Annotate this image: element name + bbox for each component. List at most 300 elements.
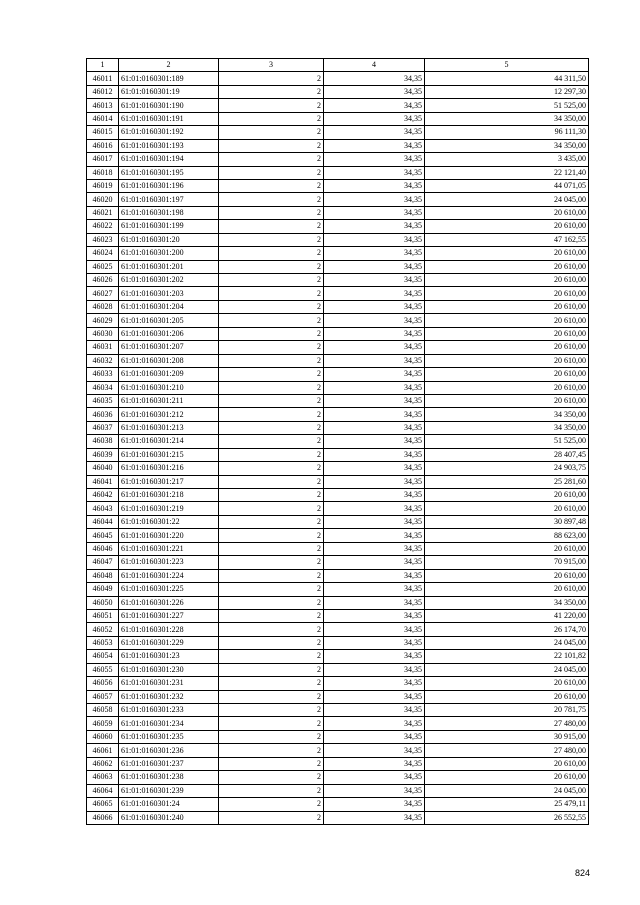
table-cell-col-2: 61:01:0160301:231	[119, 677, 219, 690]
table-cell-col-2: 61:01:0160301:204	[119, 300, 219, 313]
table-cell-col-5: 47 162,55	[425, 233, 589, 246]
table-cell-col-1: 46030	[87, 327, 119, 340]
table-cell-col-1: 46052	[87, 623, 119, 636]
table-cell-col-5: 20 610,00	[425, 341, 589, 354]
table-row	[87, 408, 589, 421]
table-cell-col-3: 2	[219, 542, 324, 555]
table-cell-col-2: 61:01:0160301:229	[119, 636, 219, 649]
table-cell-col-2: 61:01:0160301:193	[119, 139, 219, 152]
table-cell-col-3: 2	[219, 448, 324, 461]
table-cell-col-4: 34,35	[324, 99, 425, 112]
table-cell-col-5: 20 610,00	[425, 287, 589, 300]
table-cell-col-1: 46060	[87, 730, 119, 743]
table-cell-col-3: 2	[219, 489, 324, 502]
table-cell-col-5: 20 610,00	[425, 381, 589, 394]
table-cell-col-3: 2	[219, 341, 324, 354]
table-cell-col-1: 46031	[87, 341, 119, 354]
table-cell-col-5: 20 610,00	[425, 354, 589, 367]
table-cell-col-3: 2	[219, 166, 324, 179]
table-row	[87, 636, 589, 649]
table-cell-col-4: 34,35	[324, 381, 425, 394]
column-header-5: 5	[425, 59, 589, 72]
table-row	[87, 381, 589, 394]
table-cell-col-1: 46029	[87, 314, 119, 327]
table-cell-col-5: 20 610,00	[425, 368, 589, 381]
table-row	[87, 448, 589, 461]
table-cell-col-1: 46026	[87, 274, 119, 287]
table-cell-col-3: 2	[219, 287, 324, 300]
header-row	[87, 59, 589, 72]
table-cell-col-2: 61:01:0160301:227	[119, 609, 219, 622]
table-cell-col-3: 2	[219, 421, 324, 434]
table-cell-col-4: 34,35	[324, 327, 425, 340]
table-cell-col-3: 2	[219, 663, 324, 676]
table-cell-col-2: 61:01:0160301:209	[119, 368, 219, 381]
table-cell-col-5: 25 479,11	[425, 798, 589, 811]
table-row	[87, 529, 589, 542]
table-cell-col-3: 2	[219, 126, 324, 139]
table-row	[87, 247, 589, 260]
table-cell-col-2: 61:01:0160301:196	[119, 179, 219, 192]
table-row	[87, 341, 589, 354]
table-cell-col-1: 46014	[87, 112, 119, 125]
table-cell-col-5: 24 045,00	[425, 193, 589, 206]
table-row	[87, 596, 589, 609]
table-cell-col-1: 46011	[87, 72, 119, 85]
table-cell-col-2: 61:01:0160301:210	[119, 381, 219, 394]
table-cell-col-1: 46047	[87, 556, 119, 569]
table-cell-col-2: 61:01:0160301:239	[119, 784, 219, 797]
table-cell-col-5: 20 610,00	[425, 206, 589, 219]
table-cell-col-4: 34,35	[324, 757, 425, 770]
table-row	[87, 623, 589, 636]
table-cell-col-1: 46017	[87, 153, 119, 166]
table-cell-col-4: 34,35	[324, 717, 425, 730]
table-row	[87, 771, 589, 784]
table-cell-col-1: 46032	[87, 354, 119, 367]
table-row	[87, 260, 589, 273]
table-cell-col-5: 20 610,00	[425, 314, 589, 327]
table-cell-col-5: 20 610,00	[425, 489, 589, 502]
table-row	[87, 354, 589, 367]
table-cell-col-2: 61:01:0160301:212	[119, 408, 219, 421]
table-cell-col-4: 34,35	[324, 502, 425, 515]
table-cell-col-3: 2	[219, 609, 324, 622]
table-cell-col-1: 46054	[87, 650, 119, 663]
table-cell-col-3: 2	[219, 354, 324, 367]
table-cell-col-1: 46012	[87, 85, 119, 98]
table-row	[87, 757, 589, 770]
table-cell-col-2: 61:01:0160301:236	[119, 744, 219, 757]
table-cell-col-3: 2	[219, 394, 324, 407]
table-row	[87, 233, 589, 246]
table-cell-col-2: 61:01:0160301:224	[119, 569, 219, 582]
table-cell-col-5: 20 610,00	[425, 220, 589, 233]
table-cell-col-5: 27 480,00	[425, 744, 589, 757]
table-cell-col-3: 2	[219, 811, 324, 824]
table-cell-col-4: 34,35	[324, 314, 425, 327]
table-cell-col-1: 46024	[87, 247, 119, 260]
table-cell-col-4: 34,35	[324, 247, 425, 260]
table-cell-col-2: 61:01:0160301:24	[119, 798, 219, 811]
table-cell-col-4: 34,35	[324, 798, 425, 811]
table-cell-col-1: 46051	[87, 609, 119, 622]
table-cell-col-5: 20 610,00	[425, 502, 589, 515]
table-cell-col-5: 30 915,00	[425, 730, 589, 743]
table-cell-col-4: 34,35	[324, 421, 425, 434]
table-cell-col-4: 34,35	[324, 448, 425, 461]
table-cell-col-2: 61:01:0160301:232	[119, 690, 219, 703]
table-cell-col-2: 61:01:0160301:216	[119, 462, 219, 475]
table-cell-col-2: 61:01:0160301:219	[119, 502, 219, 515]
table-cell-col-5: 20 610,00	[425, 757, 589, 770]
table-cell-col-5: 20 610,00	[425, 771, 589, 784]
table-cell-col-5: 34 350,00	[425, 596, 589, 609]
table-cell-col-3: 2	[219, 368, 324, 381]
table-cell-col-4: 34,35	[324, 744, 425, 757]
table-cell-col-1: 46064	[87, 784, 119, 797]
table-cell-col-4: 34,35	[324, 408, 425, 421]
column-header-2: 2	[119, 59, 219, 72]
table-cell-col-3: 2	[219, 233, 324, 246]
table-cell-col-4: 34,35	[324, 515, 425, 528]
table-cell-col-5: 22 121,40	[425, 166, 589, 179]
table-cell-col-1: 46063	[87, 771, 119, 784]
table-cell-col-4: 34,35	[324, 609, 425, 622]
table-cell-col-4: 34,35	[324, 260, 425, 273]
table-cell-col-3: 2	[219, 274, 324, 287]
table-cell-col-5: 28 407,45	[425, 448, 589, 461]
table-cell-col-1: 46037	[87, 421, 119, 434]
table-cell-col-3: 2	[219, 529, 324, 542]
table-cell-col-5: 25 281,60	[425, 475, 589, 488]
table-row	[87, 287, 589, 300]
table-cell-col-2: 61:01:0160301:205	[119, 314, 219, 327]
table-cell-col-5: 24 045,00	[425, 636, 589, 649]
table-row	[87, 72, 589, 85]
table-cell-col-2: 61:01:0160301:213	[119, 421, 219, 434]
table-cell-col-5: 20 610,00	[425, 327, 589, 340]
table-row	[87, 193, 589, 206]
table-cell-col-2: 61:01:0160301:226	[119, 596, 219, 609]
table-row	[87, 300, 589, 313]
table-cell-col-4: 34,35	[324, 542, 425, 555]
table-cell-col-4: 34,35	[324, 274, 425, 287]
table-cell-col-2: 61:01:0160301:203	[119, 287, 219, 300]
table-cell-col-1: 46048	[87, 569, 119, 582]
table-cell-col-2: 61:01:0160301:214	[119, 435, 219, 448]
table-cell-col-1: 46058	[87, 704, 119, 717]
table-cell-col-1: 46039	[87, 448, 119, 461]
table-cell-col-3: 2	[219, 623, 324, 636]
table-cell-col-4: 34,35	[324, 368, 425, 381]
table-row	[87, 153, 589, 166]
table-cell-col-2: 61:01:0160301:208	[119, 354, 219, 367]
table-cell-col-2: 61:01:0160301:225	[119, 583, 219, 596]
table-cell-col-2: 61:01:0160301:234	[119, 717, 219, 730]
table-row	[87, 85, 589, 98]
table-cell-col-4: 34,35	[324, 394, 425, 407]
column-header-3: 3	[219, 59, 324, 72]
table-cell-col-2: 61:01:0160301:215	[119, 448, 219, 461]
registry-table	[86, 58, 589, 825]
table-row	[87, 475, 589, 488]
table-row	[87, 166, 589, 179]
table-cell-col-4: 34,35	[324, 153, 425, 166]
table-cell-col-4: 34,35	[324, 556, 425, 569]
table-cell-col-5: 22 101,82	[425, 650, 589, 663]
table-cell-col-3: 2	[219, 193, 324, 206]
table-row	[87, 421, 589, 434]
table-cell-col-1: 46027	[87, 287, 119, 300]
table-cell-col-2: 61:01:0160301:206	[119, 327, 219, 340]
table-cell-col-3: 2	[219, 300, 324, 313]
table-cell-col-4: 34,35	[324, 435, 425, 448]
table-cell-col-3: 2	[219, 462, 324, 475]
table-row	[87, 650, 589, 663]
table-cell-col-2: 61:01:0160301:218	[119, 489, 219, 502]
table-cell-col-1: 46035	[87, 394, 119, 407]
table-cell-col-5: 20 610,00	[425, 274, 589, 287]
table-cell-col-2: 61:01:0160301:223	[119, 556, 219, 569]
table-cell-col-2: 61:01:0160301:192	[119, 126, 219, 139]
table-cell-col-4: 34,35	[324, 663, 425, 676]
table-cell-col-3: 2	[219, 260, 324, 273]
table-cell-col-4: 34,35	[324, 193, 425, 206]
table-cell-col-4: 34,35	[324, 139, 425, 152]
table-cell-col-5: 51 525,00	[425, 99, 589, 112]
table-cell-col-4: 34,35	[324, 636, 425, 649]
table-cell-col-1: 46042	[87, 489, 119, 502]
table-cell-col-1: 46013	[87, 99, 119, 112]
table-cell-col-3: 2	[219, 206, 324, 219]
table-cell-col-3: 2	[219, 583, 324, 596]
table-cell-col-2: 61:01:0160301:237	[119, 757, 219, 770]
table-cell-col-1: 46033	[87, 368, 119, 381]
table-cell-col-2: 61:01:0160301:199	[119, 220, 219, 233]
table-cell-col-5: 34 350,00	[425, 139, 589, 152]
table-cell-col-4: 34,35	[324, 811, 425, 824]
table-cell-col-1: 46066	[87, 811, 119, 824]
table-row	[87, 542, 589, 555]
table-cell-col-3: 2	[219, 784, 324, 797]
table-cell-col-2: 61:01:0160301:22	[119, 515, 219, 528]
table-cell-col-4: 34,35	[324, 341, 425, 354]
table-cell-col-2: 61:01:0160301:189	[119, 72, 219, 85]
table-row	[87, 798, 589, 811]
table-cell-col-1: 46065	[87, 798, 119, 811]
table-cell-col-3: 2	[219, 515, 324, 528]
table-cell-col-3: 2	[219, 569, 324, 582]
table-cell-col-2: 61:01:0160301:200	[119, 247, 219, 260]
table-cell-col-4: 34,35	[324, 569, 425, 582]
table-cell-col-4: 34,35	[324, 206, 425, 219]
table-cell-col-1: 46040	[87, 462, 119, 475]
table-row	[87, 435, 589, 448]
table-cell-col-3: 2	[219, 650, 324, 663]
table-cell-col-3: 2	[219, 677, 324, 690]
table-row	[87, 515, 589, 528]
table-cell-col-3: 2	[219, 717, 324, 730]
table-cell-col-5: 20 610,00	[425, 394, 589, 407]
table-cell-col-4: 34,35	[324, 730, 425, 743]
table-cell-col-5: 24 903,75	[425, 462, 589, 475]
table-cell-col-5: 3 435,00	[425, 153, 589, 166]
table-row	[87, 677, 589, 690]
table-cell-col-2: 61:01:0160301:240	[119, 811, 219, 824]
table-cell-col-1: 46016	[87, 139, 119, 152]
table-cell-col-4: 34,35	[324, 784, 425, 797]
table-cell-col-5: 44 311,50	[425, 72, 589, 85]
table-cell-col-5: 20 610,00	[425, 300, 589, 313]
table-cell-col-5: 70 915,00	[425, 556, 589, 569]
table-cell-col-1: 46057	[87, 690, 119, 703]
table-cell-col-1: 46015	[87, 126, 119, 139]
table-cell-col-1: 46041	[87, 475, 119, 488]
table-cell-col-5: 26 174,70	[425, 623, 589, 636]
table-row	[87, 609, 589, 622]
table-cell-col-4: 34,35	[324, 233, 425, 246]
table-cell-col-2: 61:01:0160301:217	[119, 475, 219, 488]
table-cell-col-3: 2	[219, 744, 324, 757]
table-cell-col-3: 2	[219, 502, 324, 515]
table-cell-col-4: 34,35	[324, 287, 425, 300]
table-cell-col-4: 34,35	[324, 354, 425, 367]
table-cell-col-3: 2	[219, 247, 324, 260]
table-cell-col-5: 20 610,00	[425, 677, 589, 690]
table-cell-col-4: 34,35	[324, 72, 425, 85]
table-cell-col-1: 46036	[87, 408, 119, 421]
table-cell-col-2: 61:01:0160301:19	[119, 85, 219, 98]
table-row	[87, 717, 589, 730]
table-cell-col-4: 34,35	[324, 623, 425, 636]
table-cell-col-5: 20 610,00	[425, 247, 589, 260]
table-cell-col-3: 2	[219, 556, 324, 569]
table-row	[87, 556, 589, 569]
table-cell-col-3: 2	[219, 327, 324, 340]
table-row	[87, 730, 589, 743]
table-cell-col-2: 61:01:0160301:202	[119, 274, 219, 287]
table-cell-col-1: 46025	[87, 260, 119, 273]
table-cell-col-5: 34 350,00	[425, 421, 589, 434]
table-cell-col-5: 41 220,00	[425, 609, 589, 622]
table-cell-col-1: 46044	[87, 515, 119, 528]
table-cell-col-1: 46053	[87, 636, 119, 649]
table-cell-col-3: 2	[219, 314, 324, 327]
table-row	[87, 126, 589, 139]
table-cell-col-2: 61:01:0160301:194	[119, 153, 219, 166]
table-cell-col-1: 46062	[87, 757, 119, 770]
table-cell-col-3: 2	[219, 690, 324, 703]
table-cell-col-2: 61:01:0160301:201	[119, 260, 219, 273]
table-cell-col-5: 20 781,75	[425, 704, 589, 717]
table-row	[87, 274, 589, 287]
table-cell-col-2: 61:01:0160301:190	[119, 99, 219, 112]
table-cell-col-5: 34 350,00	[425, 112, 589, 125]
table-row	[87, 704, 589, 717]
table-row	[87, 179, 589, 192]
table-cell-col-5: 96 111,30	[425, 126, 589, 139]
table-cell-col-1: 46023	[87, 233, 119, 246]
table-row	[87, 139, 589, 152]
table-cell-col-1: 46061	[87, 744, 119, 757]
table-cell-col-1: 46045	[87, 529, 119, 542]
table-cell-col-2: 61:01:0160301:191	[119, 112, 219, 125]
table-cell-col-5: 26 552,55	[425, 811, 589, 824]
table-row	[87, 502, 589, 515]
table-cell-col-5: 20 610,00	[425, 569, 589, 582]
table-cell-col-4: 34,35	[324, 126, 425, 139]
table-row	[87, 314, 589, 327]
table-cell-col-3: 2	[219, 757, 324, 770]
table-cell-col-5: 30 897,48	[425, 515, 589, 528]
table-body	[87, 72, 589, 825]
table-cell-col-2: 61:01:0160301:198	[119, 206, 219, 219]
table-cell-col-2: 61:01:0160301:211	[119, 394, 219, 407]
table-cell-col-1: 46046	[87, 542, 119, 555]
table-cell-col-3: 2	[219, 179, 324, 192]
table-cell-col-3: 2	[219, 112, 324, 125]
table-row	[87, 690, 589, 703]
table-cell-col-4: 34,35	[324, 179, 425, 192]
table-cell-col-1: 46049	[87, 583, 119, 596]
table-cell-col-1: 46056	[87, 677, 119, 690]
table-cell-col-2: 61:01:0160301:20	[119, 233, 219, 246]
table-row	[87, 394, 589, 407]
table-cell-col-5: 27 480,00	[425, 717, 589, 730]
table-cell-col-2: 61:01:0160301:195	[119, 166, 219, 179]
table-cell-col-2: 61:01:0160301:230	[119, 663, 219, 676]
table-cell-col-5: 44 071,05	[425, 179, 589, 192]
table-cell-col-1: 46021	[87, 206, 119, 219]
table-cell-col-2: 61:01:0160301:207	[119, 341, 219, 354]
table-cell-col-1: 46050	[87, 596, 119, 609]
table-cell-col-3: 2	[219, 435, 324, 448]
table-cell-col-5: 20 610,00	[425, 690, 589, 703]
table-cell-col-3: 2	[219, 85, 324, 98]
page-number: 824	[574, 868, 590, 878]
table-cell-col-2: 61:01:0160301:23	[119, 650, 219, 663]
table-cell-col-1: 46022	[87, 220, 119, 233]
table-cell-col-4: 34,35	[324, 475, 425, 488]
table-cell-col-1: 46018	[87, 166, 119, 179]
table-cell-col-4: 34,35	[324, 220, 425, 233]
table-row	[87, 112, 589, 125]
table-row	[87, 327, 589, 340]
table-cell-col-5: 20 610,00	[425, 542, 589, 555]
table-cell-col-4: 34,35	[324, 529, 425, 542]
table-cell-col-3: 2	[219, 139, 324, 152]
table-cell-col-2: 61:01:0160301:238	[119, 771, 219, 784]
table-cell-col-1: 46055	[87, 663, 119, 676]
table-cell-col-4: 34,35	[324, 489, 425, 502]
table-row	[87, 744, 589, 757]
table-cell-col-4: 34,35	[324, 690, 425, 703]
table-cell-col-3: 2	[219, 636, 324, 649]
table-cell-col-3: 2	[219, 596, 324, 609]
table-cell-col-5: 34 350,00	[425, 408, 589, 421]
table-cell-col-4: 34,35	[324, 771, 425, 784]
column-header-4: 4	[324, 59, 425, 72]
table-row	[87, 583, 589, 596]
table-cell-col-1: 46043	[87, 502, 119, 515]
table-cell-col-4: 34,35	[324, 677, 425, 690]
table-cell-col-3: 2	[219, 220, 324, 233]
table-row	[87, 663, 589, 676]
table-cell-col-5: 24 045,00	[425, 663, 589, 676]
table-cell-col-4: 34,35	[324, 112, 425, 125]
table-cell-col-4: 34,35	[324, 85, 425, 98]
